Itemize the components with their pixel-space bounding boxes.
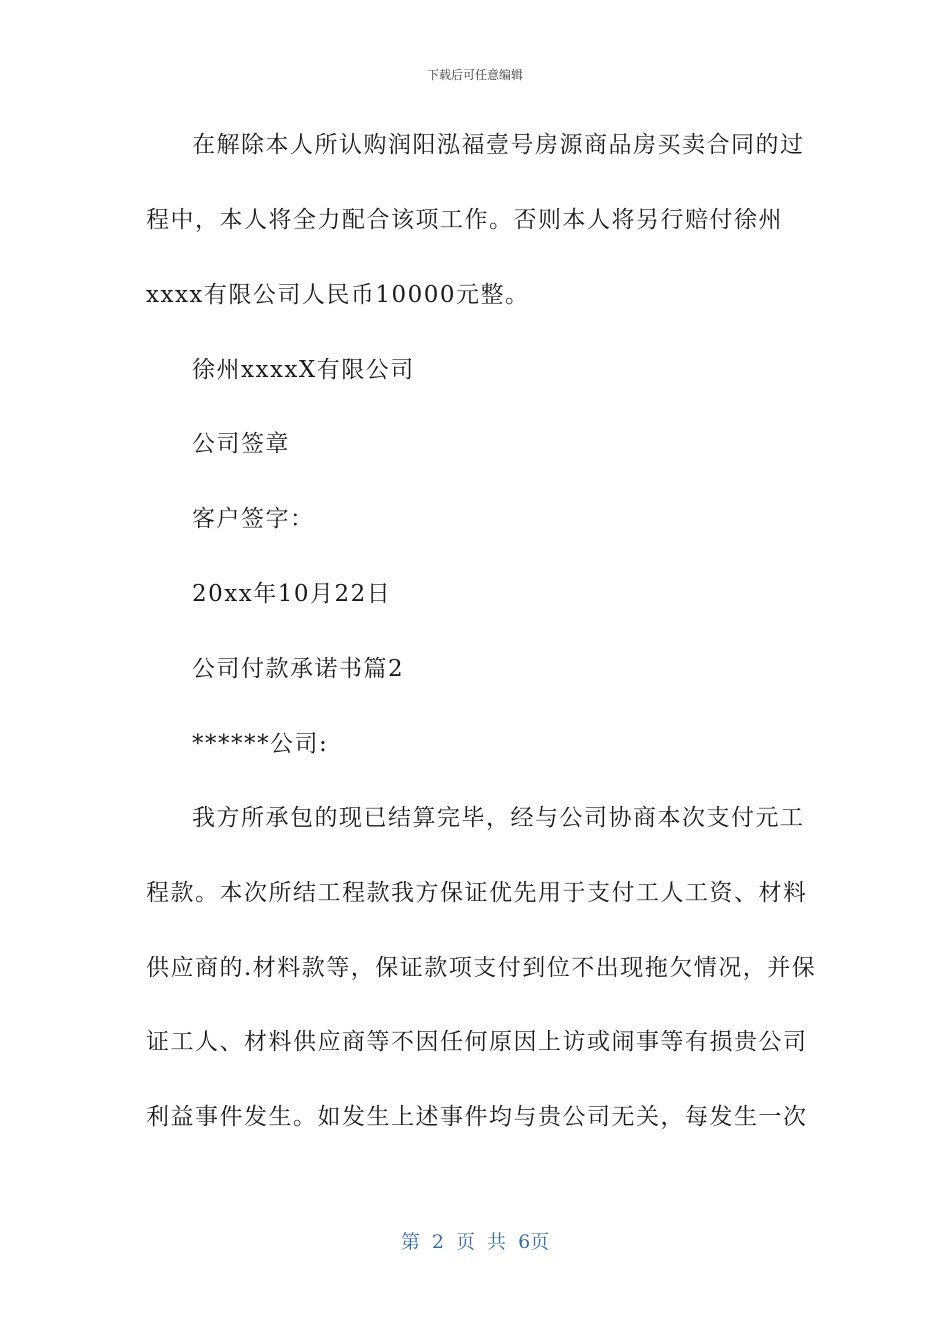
customer-signature-label: 客户签字： [192,506,315,532]
company-name: 徐州xxxxX有限公司 [192,357,415,383]
date-line: 20xx年10月22日 [192,581,392,607]
paragraph-line: 利益事件发生。如发生上述事件均与贵公司无关，每发生一次 [146,1104,808,1130]
paragraph-line: 供应商的.材料款等，保证款项支付到位不出现拖欠情况，并保 [146,955,817,981]
section-title: 公司付款承诺书篇2 [192,656,405,682]
company-seal-label: 公司签章 [192,431,290,457]
paragraph-line: 程款。本次所结工程款我方保证优先用于支付工人工资、材料 [146,880,808,906]
page-header: 下载后可任意编辑 [426,68,523,82]
paragraph-line: 我方所承包的现已结算完毕，经与公司协商本次支付元工 [192,805,805,831]
paragraph-line: 在解除本人所认购润阳泓福壹号房源商品房买卖合同的过 [192,132,805,158]
addressee-line: ******公司: [192,731,329,757]
paragraph-line: xxxx有限公司人民币10000元整。 [146,282,530,308]
paragraph-line: 证工人、材料供应商等不因任何原因上访或闹事等有损贵公司 [146,1029,808,1055]
page-footer: 第 2 页 共 6页 [400,1231,550,1253]
paragraph-line: 程中，本人将全力配合该项工作。否则本人将另行赔付徐州 [146,207,783,233]
